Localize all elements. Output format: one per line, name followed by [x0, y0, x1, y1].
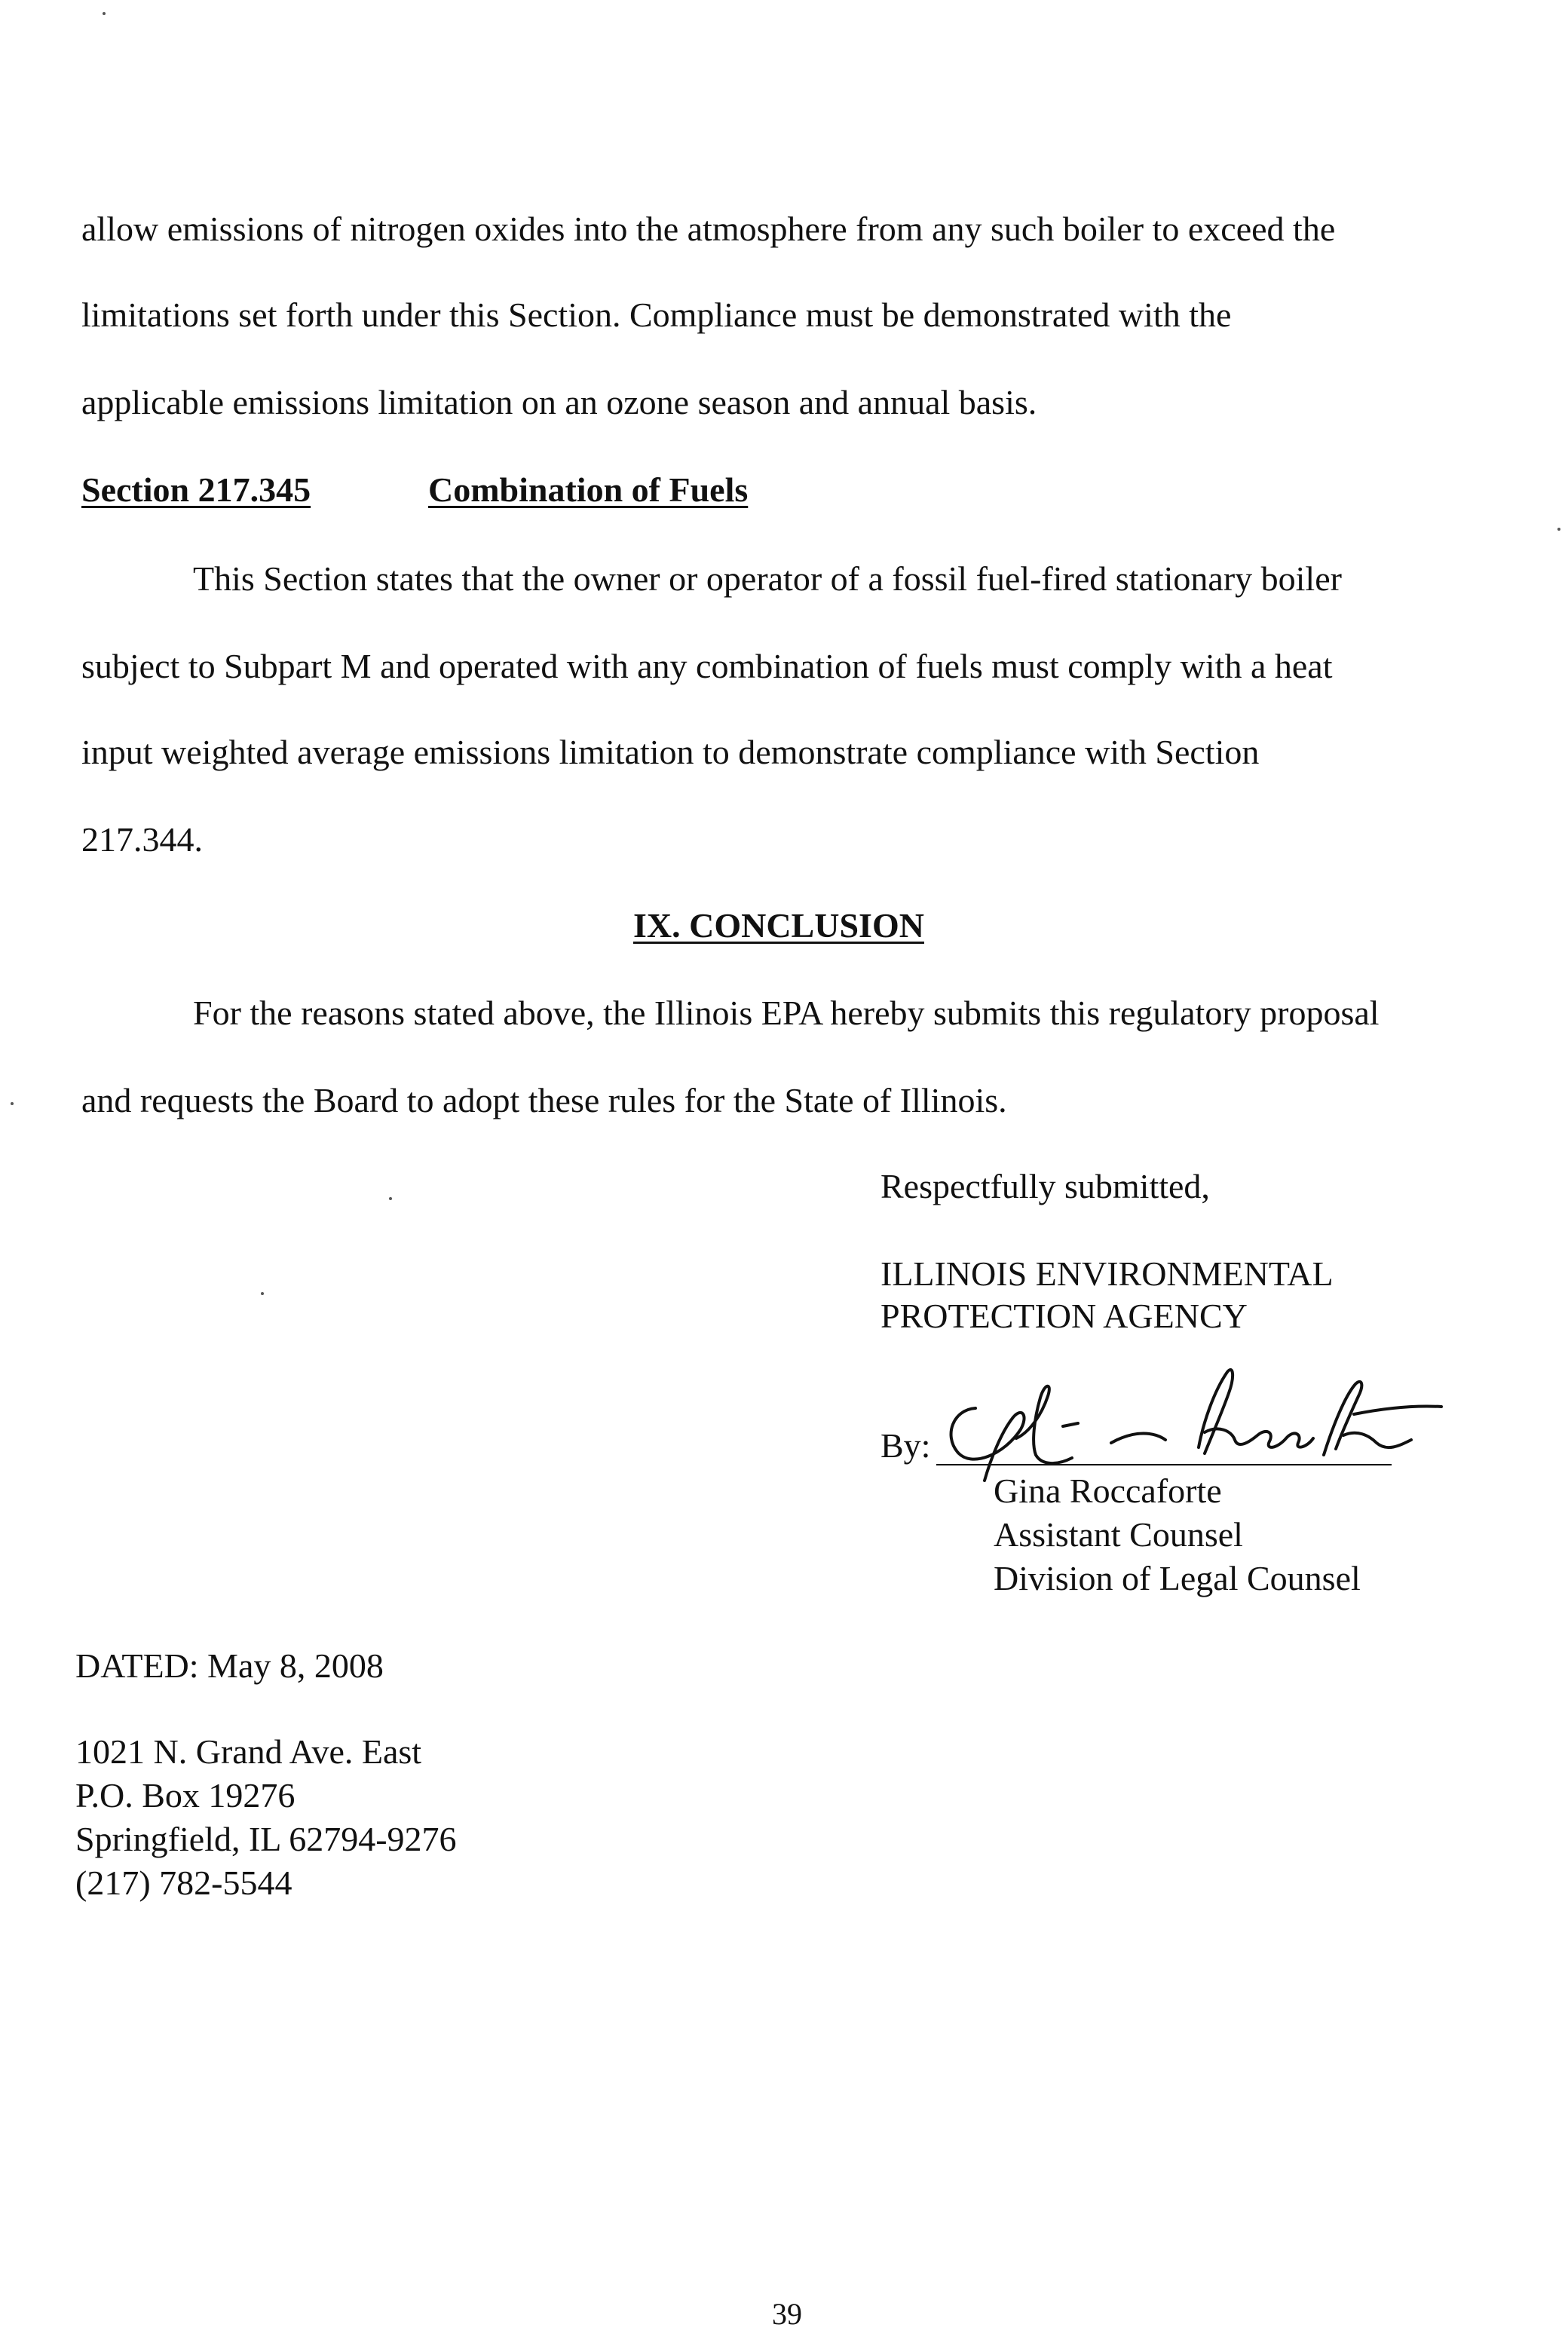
agency-name-line1: ILLINOIS ENVIRONMENTAL [880, 1254, 1334, 1293]
closing: Respectfully submitted, [880, 1167, 1210, 1205]
body-line: allow emissions of nitrogen oxides into the atmosphere from any such boiler to exceed the [81, 210, 1336, 248]
address-line: P.O. Box 19276 [75, 1776, 296, 1815]
signer-title: Assistant Counsel [994, 1515, 1243, 1554]
address-line: 1021 N. Grand Ave. East [75, 1732, 422, 1771]
scan-speck [261, 1292, 264, 1295]
handwritten-signature [932, 1360, 1444, 1488]
scan-speck [1557, 528, 1560, 531]
scan-speck [389, 1197, 392, 1200]
body-line: For the reasons stated above, the Illinois EPA hereby submits this regulatory proposal [193, 994, 1380, 1032]
section-number: Section 217.345 [81, 470, 311, 509]
date-line: DATED: May 8, 2008 [75, 1646, 384, 1685]
body-line: This Section states that the owner or operator of a fossil fuel-fired stationary boiler [193, 559, 1342, 598]
section-title: Combination of Fuels [428, 470, 749, 509]
address-line: Springfield, IL 62794-9276 [75, 1820, 457, 1858]
by-label: By: [880, 1426, 931, 1465]
body-line: applicable emissions limitation on an ozone season and annual basis. [81, 383, 1037, 421]
page-number: 39 [772, 2297, 802, 2331]
scan-speck [103, 12, 106, 15]
body-line: 217.344. [81, 820, 203, 859]
signer-name: Gina Roccaforte [994, 1472, 1222, 1510]
signer-division: Division of Legal Counsel [994, 1559, 1361, 1597]
body-line: input weighted average emissions limitation to demonstrate compliance with Section [81, 733, 1260, 771]
body-line: and requests the Board to adopt these rules for the State of Illinois. [81, 1081, 1007, 1119]
agency-name-line2: PROTECTION AGENCY [880, 1297, 1248, 1335]
body-line: limitations set forth under this Section. Compliance must be demonstrated with the [81, 296, 1232, 334]
phone-line: (217) 782-5544 [75, 1864, 292, 1902]
conclusion-heading: IX. CONCLUSION [633, 906, 924, 945]
body-line: subject to Subpart M and operated with any combination of fuels must comply with a heat [81, 647, 1333, 685]
scan-speck [11, 1102, 14, 1105]
